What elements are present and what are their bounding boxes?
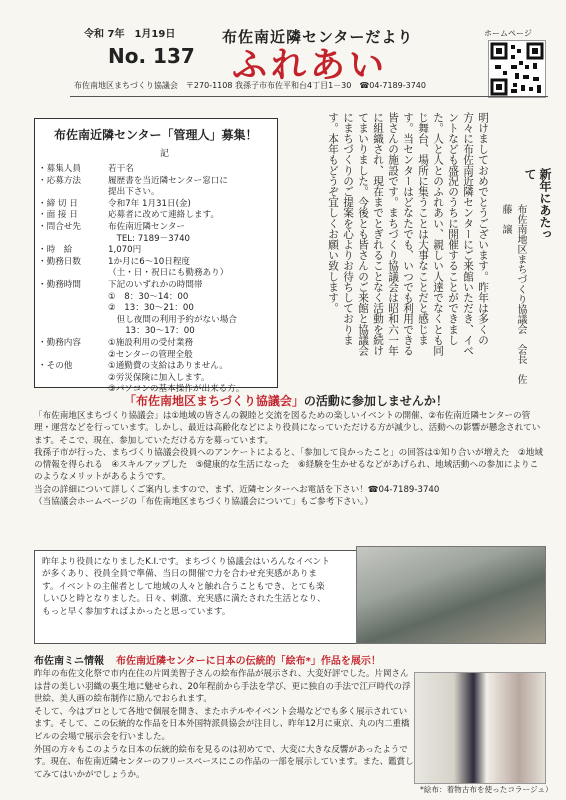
detail-row [38,164,274,176]
detail-value: 下記のいずれかの時間帯 [108,279,203,290]
event-title-highlight: 「布佐南地区まちづくり協議会」 [124,394,304,408]
detail-row [38,350,274,362]
event-paragraph: （当協議会ホームページの「布佐南地区まちづくり協議会について」もご参考下さい。） [34,497,374,508]
detail-value: 提出下さい。 [108,187,160,198]
detail-value: 応募者に改めて連絡します。 [108,210,220,221]
event-section-title [124,392,448,409]
detail-row [38,245,274,257]
detail-label [38,315,108,327]
newsletter-title: 布佐南近隣センターだより [222,28,414,46]
detail-value: 令和7年 1月31日(金) [108,198,191,209]
detail-label [38,326,108,338]
detail-row [38,280,274,292]
event-paragraph: 「布佐南地区まちづくり協議会」は①地域の皆さんの親睦と交流を図るための楽しいイベントの開催、②布佐南近隣センターの管理・運営などを行っています。しかし、最近は高齢化などにより役員になっていただける方が減少し、活動への影響が懸念されています。そこで、現在、参加していただける方を募っています。 [34,411,541,446]
recruitment-title: 布佐南近隣センター「管理人」募集！ [54,128,258,142]
detail-row [38,257,274,269]
detail-value: 布佐南近隣センター [108,221,186,232]
detail-value: ③パソコンの基本操作が出来る方。 [108,384,245,395]
detail-label [38,373,108,385]
detail-row [38,268,274,280]
detail-value: 13：30～17：00 [108,326,195,337]
detail-label: ・勤務内容 [38,337,81,348]
event-title-rest: の活動に参加しませんか！ [303,394,448,408]
detail-value: 1か月に6～10日程度 [108,256,191,267]
mini-info-body [34,668,414,781]
detail-value: 但し夜間の利用予約がない場合 [108,314,237,325]
detail-label [38,292,108,304]
detail-label: ・締 切 日 [38,198,78,209]
event-paragraph: 我孫子市が行った、まちづくり協議会役員へのアンケートによると、「参加して良かったこと」の回答は①知り合いが増えた ②地域の情報を得られる ④スキルアップした ⑤健康的な生活になった ⑥経験を生かせるなどがあげられ、地域活動への参加によりこのようなメリットがあるようです。 [34,447,543,483]
detail-label [38,303,108,315]
detail-row [38,176,274,188]
detail-label: ・問合せ先 [38,221,81,232]
detail-value: TEL: 7189－3740 [108,233,191,244]
detail-row [38,315,274,327]
artwork-photo [414,672,546,784]
detail-label: ・勤務時間 [38,279,81,290]
detail-row [38,361,274,373]
greeting-body: 明けましておめでとうございます。昨年は多くの方々に布佐南近隣センターにご来館いただき、イベントなども盛況のうちに開催することができました。人と人とのふれあい、親しい人達でなくとも同じ舞台、場所に集うことは大事なことだと感じます。当センターはどなたでも、いつでも利用できる皆さんの施設です。まちづくり協議会は昭和六一年に組織され、現在までとぎれることなく活動を続けてまいりました。今後とも皆さんのご来館と協議会にまちづくりのご提案を心よりお待ちしております。本年もどうぞ宜しくお願い致します。 [327,112,489,356]
detail-label: ・面 接 日 [38,210,78,221]
organization-address: 布佐南地区まちづくり協議会 〒270-1108 我孫子市布佐平和台4丁目1－30 ☎04-7189-3740 [74,81,426,90]
detail-value: 1,070円 [108,245,142,256]
homepage-label: ホームページ [484,29,532,38]
detail-label: ・勤務日数 [38,256,81,267]
masthead-logo: ふれあい [232,45,389,86]
detail-value: 若干名 [108,164,134,174]
detail-value: ①施設利用の受付業務 [108,337,194,348]
detail-value: ②労災保険に加入します。 [108,372,210,383]
detail-row [38,210,274,222]
event-body [34,410,544,508]
detail-row [38,338,274,350]
detail-label [38,268,108,280]
recruitment-ki: 記 [160,149,170,159]
mini-info-heading: 布佐南ミニ情報 [34,656,104,667]
detail-value: 履歴書を当近隣センター窓口に [108,175,228,186]
member-voice-text: 昨年より役員になりましたK.I.です。まちづくり協議会はいろんなイベントが多くあり、役員全員で準備、当日の開催で力を合わせ充実感があります。イベントの主催者として地域の人々と触れ合うこともでき、とても楽しいひと時となりました。日々、刺激、充実感に満たされた生活となり、もっと早く参加すればよかったと思っています。 [42,557,330,617]
detail-row [38,234,274,246]
detail-label [38,350,108,362]
detail-label: ・その他 [38,361,73,372]
greeting-author: 布佐南地区まちづくり協議会 会長 佐藤 譲 [500,204,526,384]
detail-row [38,303,274,315]
detail-row [38,199,274,211]
header-divider [70,96,548,97]
detail-label [38,384,108,396]
detail-label [38,234,108,246]
qr-code-icon[interactable] [488,40,546,98]
mini-paragraph: そして、今はプロとして各地で個展を開き、またホテルやイベント会場などでも多く展示されています。そして、この伝統的な作品を日本外国特派員協会が注目し、昨年12月に東京、丸の内二重橋ビルの会場で展示会を行いました。 [34,706,410,742]
detail-value: ② 13：30～21：00 [108,303,194,314]
detail-label: ・応募方法 [38,175,81,186]
meeting-photo [356,546,546,644]
greeting-heading: 新年にあたって [523,168,552,240]
mini-info-title: 布佐南近隣センターに日本の伝統的「絵布*」作品を展示！ [116,656,381,667]
detail-value: ②センターの管理全般 [108,349,193,360]
detail-label: ・募集人員 [38,164,81,174]
detail-value: （土・日・祝日にも勤務あり） [108,268,229,279]
detail-row [38,373,274,385]
event-paragraph: 当会の詳細について詳しくご案内しますので、まず、近隣センターへお電話を下さい！☎04-7189-3740 [34,484,440,495]
detail-row [38,187,274,199]
issue-date: 令和 7年 1月19日 [84,29,176,40]
detail-value: ① 8：30～14：00 [108,291,189,302]
mini-paragraph: 外国の方々もこのような日本の伝統的絵布を見るのは初めてで、大変に大きな反響があったようです。現在、布佐南近隣センターのフリースペースにこの作品の一部を展示しています。また、鑑賞してみてはいかがでしょうか。 [34,744,414,780]
detail-label: ・時 給 [38,245,73,256]
artwork-caption: *絵布：着物古布を使ったコラージュ） [420,785,553,794]
detail-label [38,187,108,199]
mini-paragraph: 昨年の布佐文化祭で市内在住の片岡美智子さんの絵布作品が展示され、大変好評でした。片岡さんは昔の美しい羽織の裏生地に魅せられ、20年程前から手法を学び、更に独自の手法で江戸時代の浮世絵、美人画の絵布制作に励んでおられます。 [34,669,411,705]
detail-value: ①通勤費の支給はありません。 [108,361,228,372]
issue-number: No. 137 [108,44,195,68]
detail-row [38,326,274,338]
recruitment-details [38,164,274,396]
detail-row [38,222,274,234]
detail-row [38,292,274,304]
